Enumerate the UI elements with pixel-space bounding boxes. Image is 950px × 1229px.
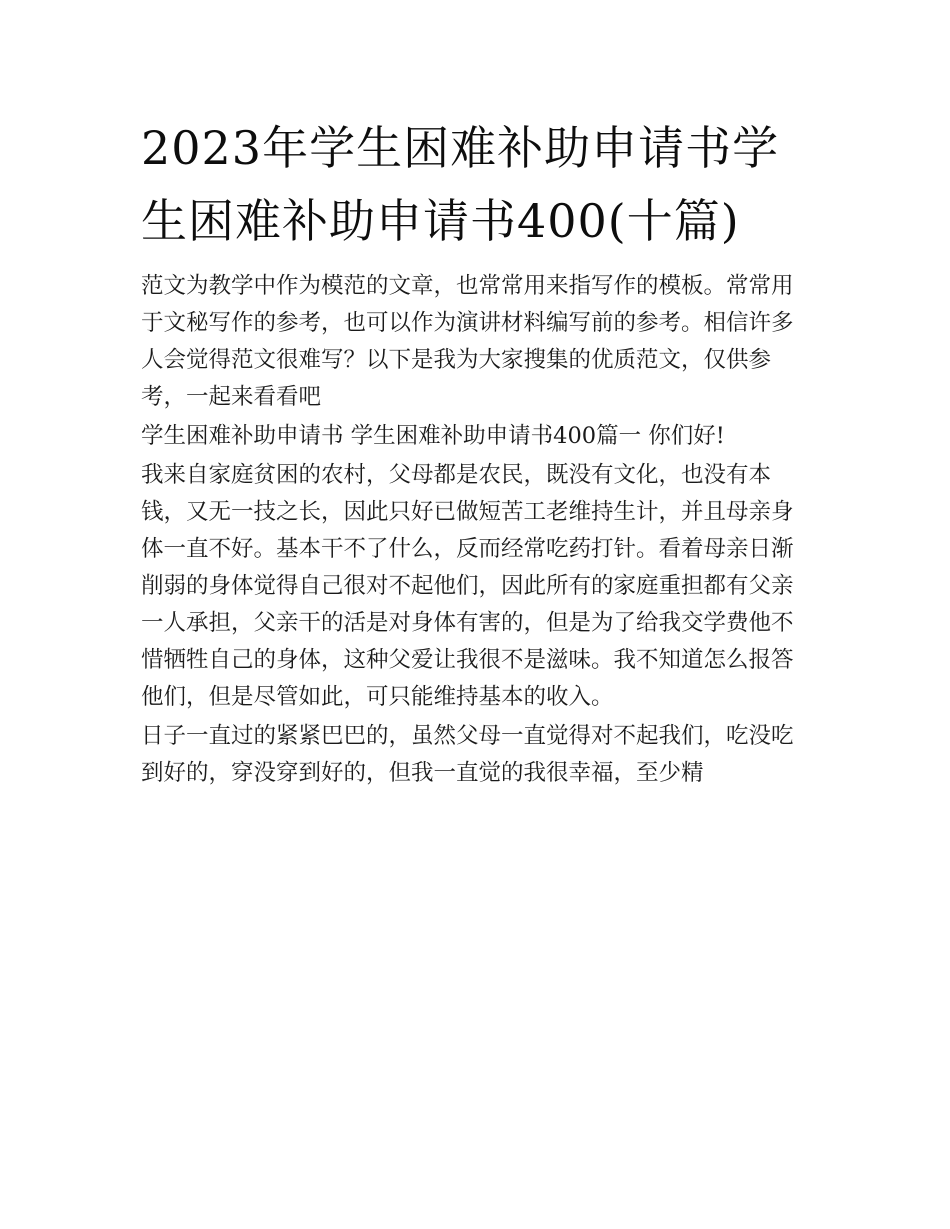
body-paragraph: 日子一直过的紧紧巴巴的，虽然父母一直觉得对不起我们，吃没吃到好的，穿没穿到好的，但我一直觉的我很幸福，至少精 bbox=[141, 723, 794, 786]
body-paragraph: 我来自家庭贫困的农村，父母都是农民，既没有文化，也没有本钱，又无一技之长，因此只好已做短苦工老维持生计，并且母亲身体一直不好。基本干不了什么，反而经常吃药打针。看着母亲日渐削弱的身体觉得自己很对不起他们，因此所有的家庭重担都有父亲一人承担，父亲干的活是对身体有害的，但是为了给我交学费他不惜牺牲自己的身体，这种父爱让我很不是滋味。我不知道怎么报答他们，但是尽管如此，可只能维持基本的收入。 bbox=[141, 462, 794, 710]
document-title: 2023年学生困难补助申请书学生困难补助申请书400(十篇) bbox=[141, 121, 780, 248]
document-content bbox=[141, 112, 813, 794]
section-heading-line: 学生困难补助申请书 学生困难补助申请书400篇一 你们好! bbox=[141, 423, 725, 449]
intro-paragraph: 范文为教学中作为模范的文章，也常常用来指写作的模板。常常用于文秘写作的参考，也可以作为演讲材料编写前的参考。相信许多人会觉得范文很难写？以下是我为大家搜集的优质范文，仅供参考，一起来看看吧 bbox=[141, 273, 794, 410]
document-body bbox=[141, 268, 813, 792]
